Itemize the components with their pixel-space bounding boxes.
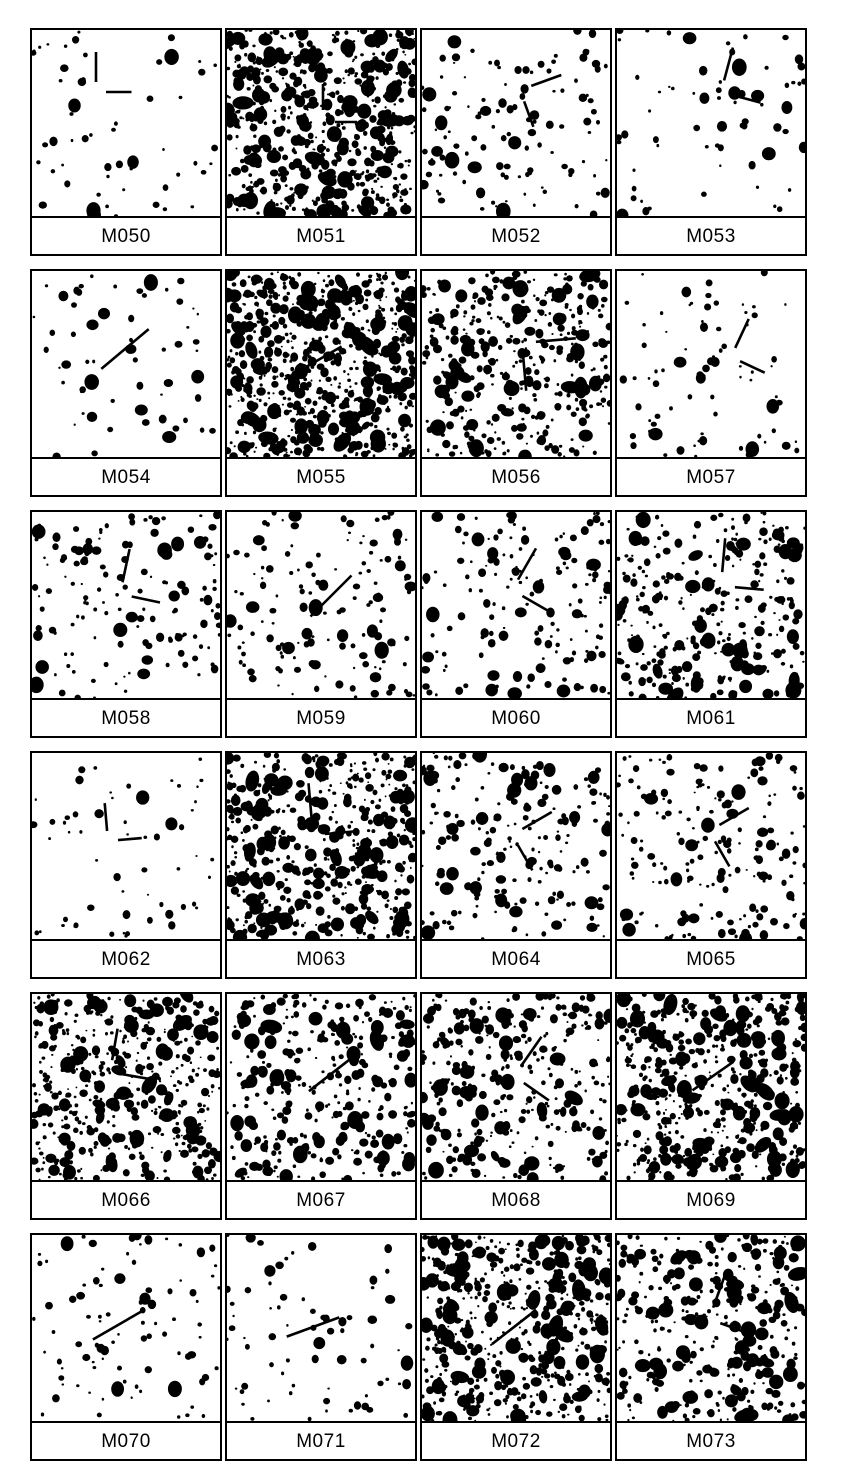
star-field-stamp xyxy=(225,992,417,1182)
panel-label: M054 xyxy=(101,468,151,487)
panel-label: M056 xyxy=(491,468,541,487)
panel-label-box xyxy=(30,459,222,497)
panel-label-box xyxy=(420,1182,612,1220)
panel-label: M073 xyxy=(686,1432,736,1451)
chart-panel xyxy=(615,28,807,260)
chart-panel xyxy=(615,751,807,983)
panel-label-box xyxy=(225,941,417,979)
star-field-stamp xyxy=(615,28,807,218)
star-field-stamp xyxy=(420,992,612,1182)
chart-panel xyxy=(420,751,612,983)
panel-label-box xyxy=(420,700,612,738)
chart-panel xyxy=(225,1233,417,1465)
panel-label-box xyxy=(420,1423,612,1461)
star-field-stamp xyxy=(420,510,612,700)
panel-label-box xyxy=(420,218,612,256)
panel-label: M072 xyxy=(491,1432,541,1451)
panel-label-box xyxy=(615,700,807,738)
chart-panel xyxy=(615,1233,807,1465)
panel-label: M063 xyxy=(296,950,346,969)
chart-panel xyxy=(225,28,417,260)
star-field-stamp xyxy=(615,510,807,700)
star-field-stamp xyxy=(30,28,222,218)
panel-label: M065 xyxy=(686,950,736,969)
star-field-stamp xyxy=(225,28,417,218)
panel-label: M061 xyxy=(686,709,736,728)
chart-panel xyxy=(30,28,222,260)
star-field-stamp xyxy=(420,269,612,459)
panel-label-box xyxy=(225,459,417,497)
panel-label-box xyxy=(615,941,807,979)
chart-panel xyxy=(420,1233,612,1465)
chart-panel xyxy=(30,269,222,501)
panel-label-box xyxy=(30,218,222,256)
star-field-stamp xyxy=(30,1233,222,1423)
star-field-stamp xyxy=(30,751,222,941)
panel-label: M058 xyxy=(101,709,151,728)
panel-label: M068 xyxy=(491,1191,541,1210)
panel-label-box xyxy=(225,700,417,738)
panel-label-box xyxy=(615,218,807,256)
panel-grid xyxy=(30,28,822,1465)
star-field-stamp xyxy=(615,751,807,941)
star-field-stamp xyxy=(615,992,807,1182)
star-field-stamp xyxy=(615,1233,807,1423)
chart-panel xyxy=(225,992,417,1224)
chart-panel xyxy=(225,269,417,501)
chart-panel xyxy=(225,751,417,983)
panel-label: M057 xyxy=(686,468,736,487)
panel-label: M064 xyxy=(491,950,541,969)
panel-label-box xyxy=(225,1182,417,1220)
panel-label-box xyxy=(615,1182,807,1220)
chart-panel xyxy=(420,992,612,1224)
star-field-stamp xyxy=(30,992,222,1182)
chart-panel xyxy=(615,992,807,1224)
star-field-stamp xyxy=(420,751,612,941)
panel-label: M062 xyxy=(101,950,151,969)
chart-panel xyxy=(30,992,222,1224)
panel-label: M050 xyxy=(101,227,151,246)
chart-panel xyxy=(30,751,222,983)
star-field-stamp xyxy=(30,269,222,459)
chart-panel xyxy=(420,510,612,742)
chart-panel xyxy=(420,28,612,260)
chart-panel xyxy=(615,510,807,742)
panel-label-box xyxy=(30,941,222,979)
star-field-stamp xyxy=(30,510,222,700)
panel-label-box xyxy=(420,459,612,497)
chart-panel xyxy=(615,269,807,501)
panel-label: M053 xyxy=(686,227,736,246)
panel-label-box xyxy=(30,700,222,738)
star-field-stamp xyxy=(225,510,417,700)
chart-panel xyxy=(30,510,222,742)
panel-label: M067 xyxy=(296,1191,346,1210)
panel-label: M051 xyxy=(296,227,346,246)
panel-label: M059 xyxy=(296,709,346,728)
chart-panel xyxy=(420,269,612,501)
panel-label-box xyxy=(615,1423,807,1461)
panel-label-box xyxy=(225,218,417,256)
chart-panel xyxy=(30,1233,222,1465)
panel-label: M069 xyxy=(686,1191,736,1210)
star-field-stamp xyxy=(225,269,417,459)
panel-label: M066 xyxy=(101,1191,151,1210)
star-field-stamp xyxy=(615,269,807,459)
panel-label: M070 xyxy=(101,1432,151,1451)
panel-label-box xyxy=(615,459,807,497)
panel-label-box xyxy=(225,1423,417,1461)
panel-label: M055 xyxy=(296,468,346,487)
panel-label-box xyxy=(420,941,612,979)
star-field-stamp xyxy=(225,751,417,941)
panel-label: M060 xyxy=(491,709,541,728)
panel-label: M071 xyxy=(296,1432,346,1451)
panel-label-box xyxy=(30,1423,222,1461)
panel-label: M052 xyxy=(491,227,541,246)
panel-label-box xyxy=(30,1182,222,1220)
star-field-stamp xyxy=(225,1233,417,1423)
chart-panel xyxy=(225,510,417,742)
star-field-stamp xyxy=(420,28,612,218)
star-field-stamp xyxy=(420,1233,612,1423)
